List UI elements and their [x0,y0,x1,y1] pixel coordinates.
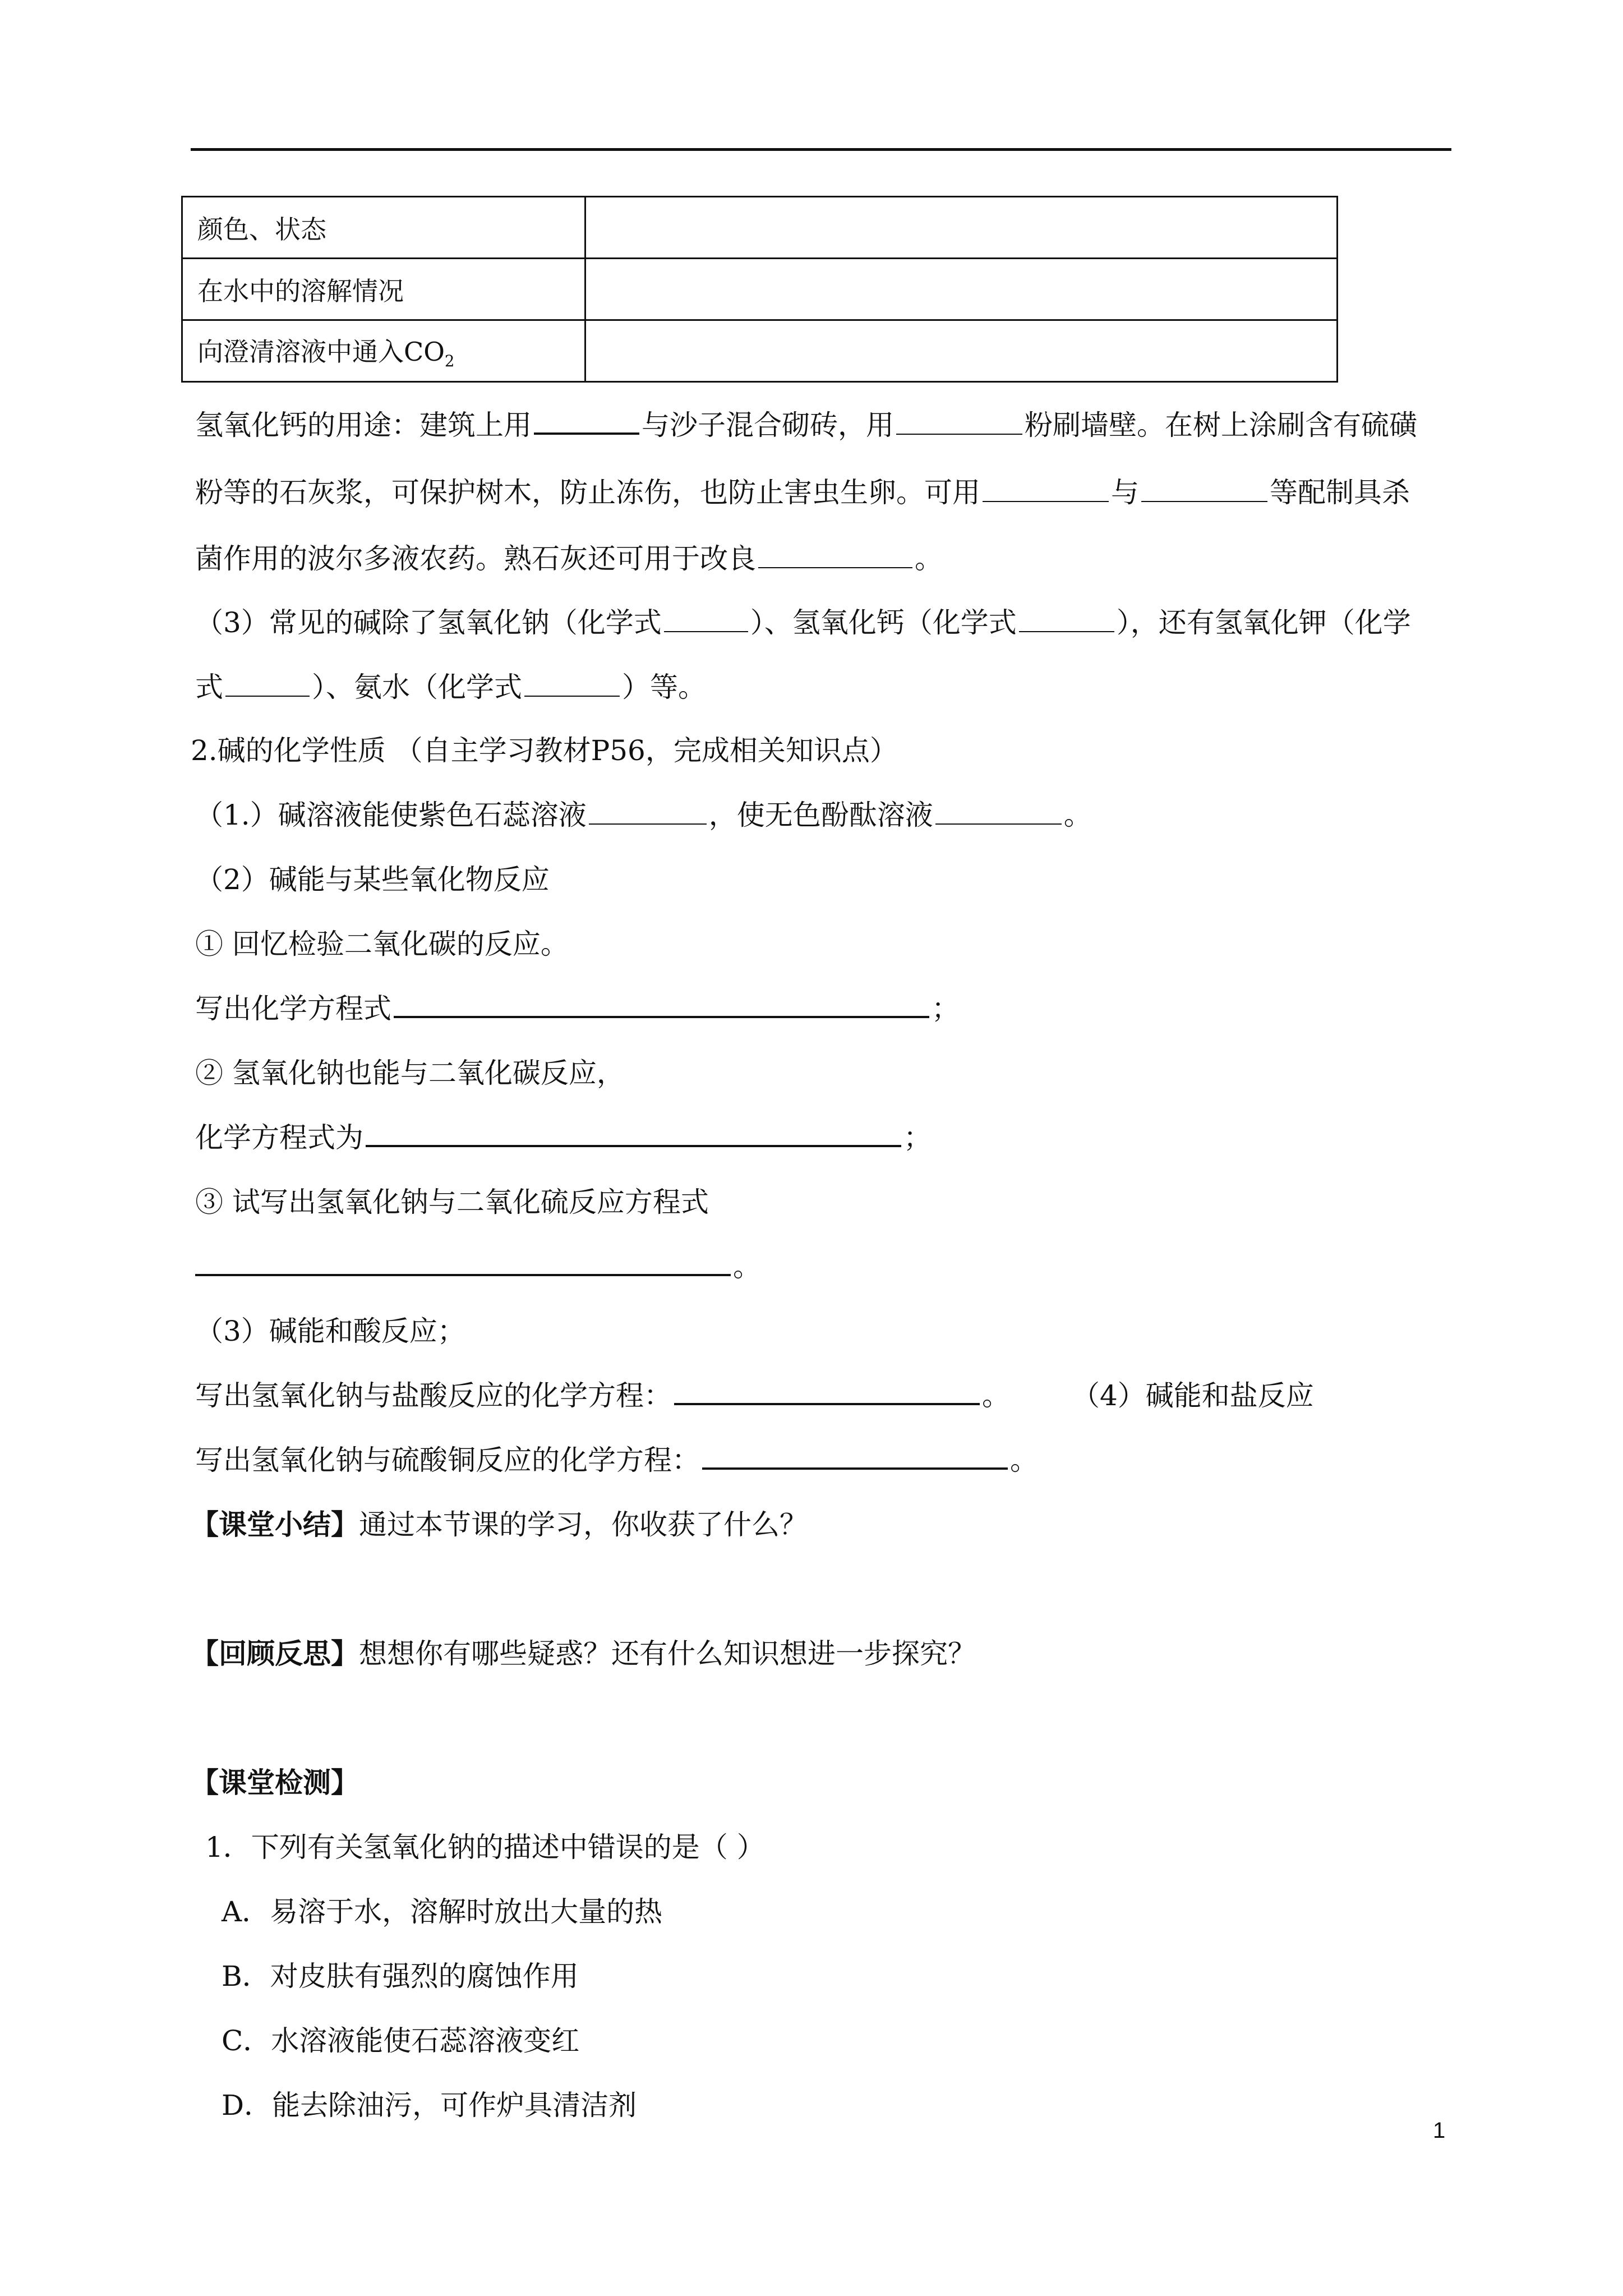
test-question: 1．下列有关氢氧化钠的描述中错误的是（ ） [205,1831,765,1864]
answer-line[interactable] [702,1467,1008,1470]
text: 式 [195,671,223,703]
header-rule [191,148,1451,151]
summary-heading: 【课堂小结】 [191,1508,359,1541]
text: 氢氧化钙的用途：建筑上用 [195,409,532,441]
text: ，使无色酚酞溶液 [708,799,933,831]
fill-blank[interactable] [1141,500,1267,502]
text: 通过本节课的学习，你收获了什么？ [359,1508,808,1541]
fill-blank[interactable] [664,631,748,632]
fill-blank[interactable] [758,567,912,568]
table-row [182,320,1338,382]
section2-p3: （3）碱能和酸反应； [195,1315,465,1347]
text: 化学方程式为 [195,1121,363,1154]
text: 写出化学方程式 [195,992,391,1025]
co2-label: 向澄清溶液中通入CO [197,336,445,367]
text: ）、氢氧化钙（化学式 [750,606,1017,639]
fill-blank[interactable] [935,823,1062,825]
section2-q2-write [195,1118,932,1157]
text: 。 [982,1379,1010,1412]
test-option-c[interactable]: C．水溶液能使石蕊溶液变红 [222,2024,580,2057]
page-number: 1 [1433,2118,1446,2143]
text: ），还有氢氧化钾（化学 [1116,606,1411,639]
test-heading: 【课堂检测】 [191,1766,359,1799]
text: 写出氢氧化钠与盐酸反应的化学方程： [195,1379,672,1412]
text: ）等。 [622,671,706,703]
uses-line-2 [195,473,1410,512]
test-option-b[interactable]: B．对皮肤有强烈的腐蚀作用 [222,1960,579,1993]
fill-blank[interactable] [534,432,639,435]
text: 想想你有哪些疑惑？还有什么知识想进一步探究？ [359,1637,976,1670]
table-cell-value [585,197,1338,259]
table-cell-label [182,320,585,382]
table-row [182,197,1338,259]
text: 。 [1063,799,1092,831]
section2-q1-write [195,989,960,1028]
properties-table [181,196,1338,383]
fill-blank[interactable] [225,695,310,697]
table-cell-label: 颜色、状态 [182,197,585,259]
text: ； [932,992,960,1025]
table-cell-value [585,259,1338,320]
common-bases-line-1 [195,603,1411,642]
text: （3）常见的碱除了氢氧化钠（化学式 [195,606,662,639]
common-bases-line-2 [195,668,706,707]
text: 粉等的石灰浆，可保护树木，防止冻伤，也防止害虫生卵。可用 [195,476,980,509]
section2-p1 [195,795,1092,835]
uses-line-3 [195,539,943,578]
section2-q3: ③ 试写出氢氧化钠与二氧化硫反应方程式 [195,1186,709,1218]
section2-p4-write [195,1441,1038,1480]
text: ）、氨水（化学式 [312,671,522,703]
section2-q1: ① 回忆检验二氧化碳的反应。 [195,928,569,960]
fill-blank[interactable] [589,823,707,825]
fill-blank[interactable] [896,433,1022,435]
table-row [182,259,1338,320]
co2-subscript: 2 [444,352,455,371]
fill-blank[interactable] [983,500,1109,502]
text: 等配制具杀 [1270,476,1410,509]
text: 与 [1111,476,1139,509]
text: 与沙子混合砌砖，用 [642,409,894,441]
fill-blank[interactable] [1019,631,1114,632]
text: （1.）碱溶液能使紫色石蕊溶液 [195,799,587,831]
fill-blank[interactable] [524,695,620,697]
uses-line-1 [195,406,1417,445]
summary-line [191,1505,808,1544]
answer-line[interactable] [674,1402,980,1405]
answer-line[interactable] [394,1015,929,1018]
text: 粉刷墙壁。在树上涂刷含有硫磺 [1025,409,1417,441]
answer-line[interactable] [366,1144,901,1147]
table-cell-label: 在水中的溶解情况 [182,259,585,320]
text: 菌作用的波尔多液农药。熟石灰还可用于改良 [195,542,756,575]
test-option-a[interactable]: A．易溶于水，溶解时放出大量的热 [222,1895,663,1928]
answer-line[interactable] [195,1273,731,1276]
review-line [191,1634,976,1673]
test-option-d[interactable]: D．能去除油污，可作炉具清洁剂 [222,2089,637,2122]
section2-q2: ② 氢氧化钠也能与二氧化碳反应， [195,1057,625,1089]
section2-p3-write [195,1376,1314,1415]
text: 写出氢氧化钠与硫酸铜反应的化学方程： [195,1444,700,1476]
text: 。 [915,542,943,575]
section2-q3-write [195,1247,761,1286]
review-heading: 【回顾反思】 [191,1637,359,1670]
table-cell-value [585,320,1338,382]
text: 。 [733,1250,761,1283]
text: 。 [1010,1444,1038,1476]
section2-title: 2.碱的化学性质 （自主学习教材P56，完成相关知识点） [191,734,898,767]
text: （4）碱能和盐反应 [1072,1379,1314,1412]
text: ； [903,1121,932,1154]
section2-p2: （2）碱能与某些氧化物反应 [195,863,550,896]
